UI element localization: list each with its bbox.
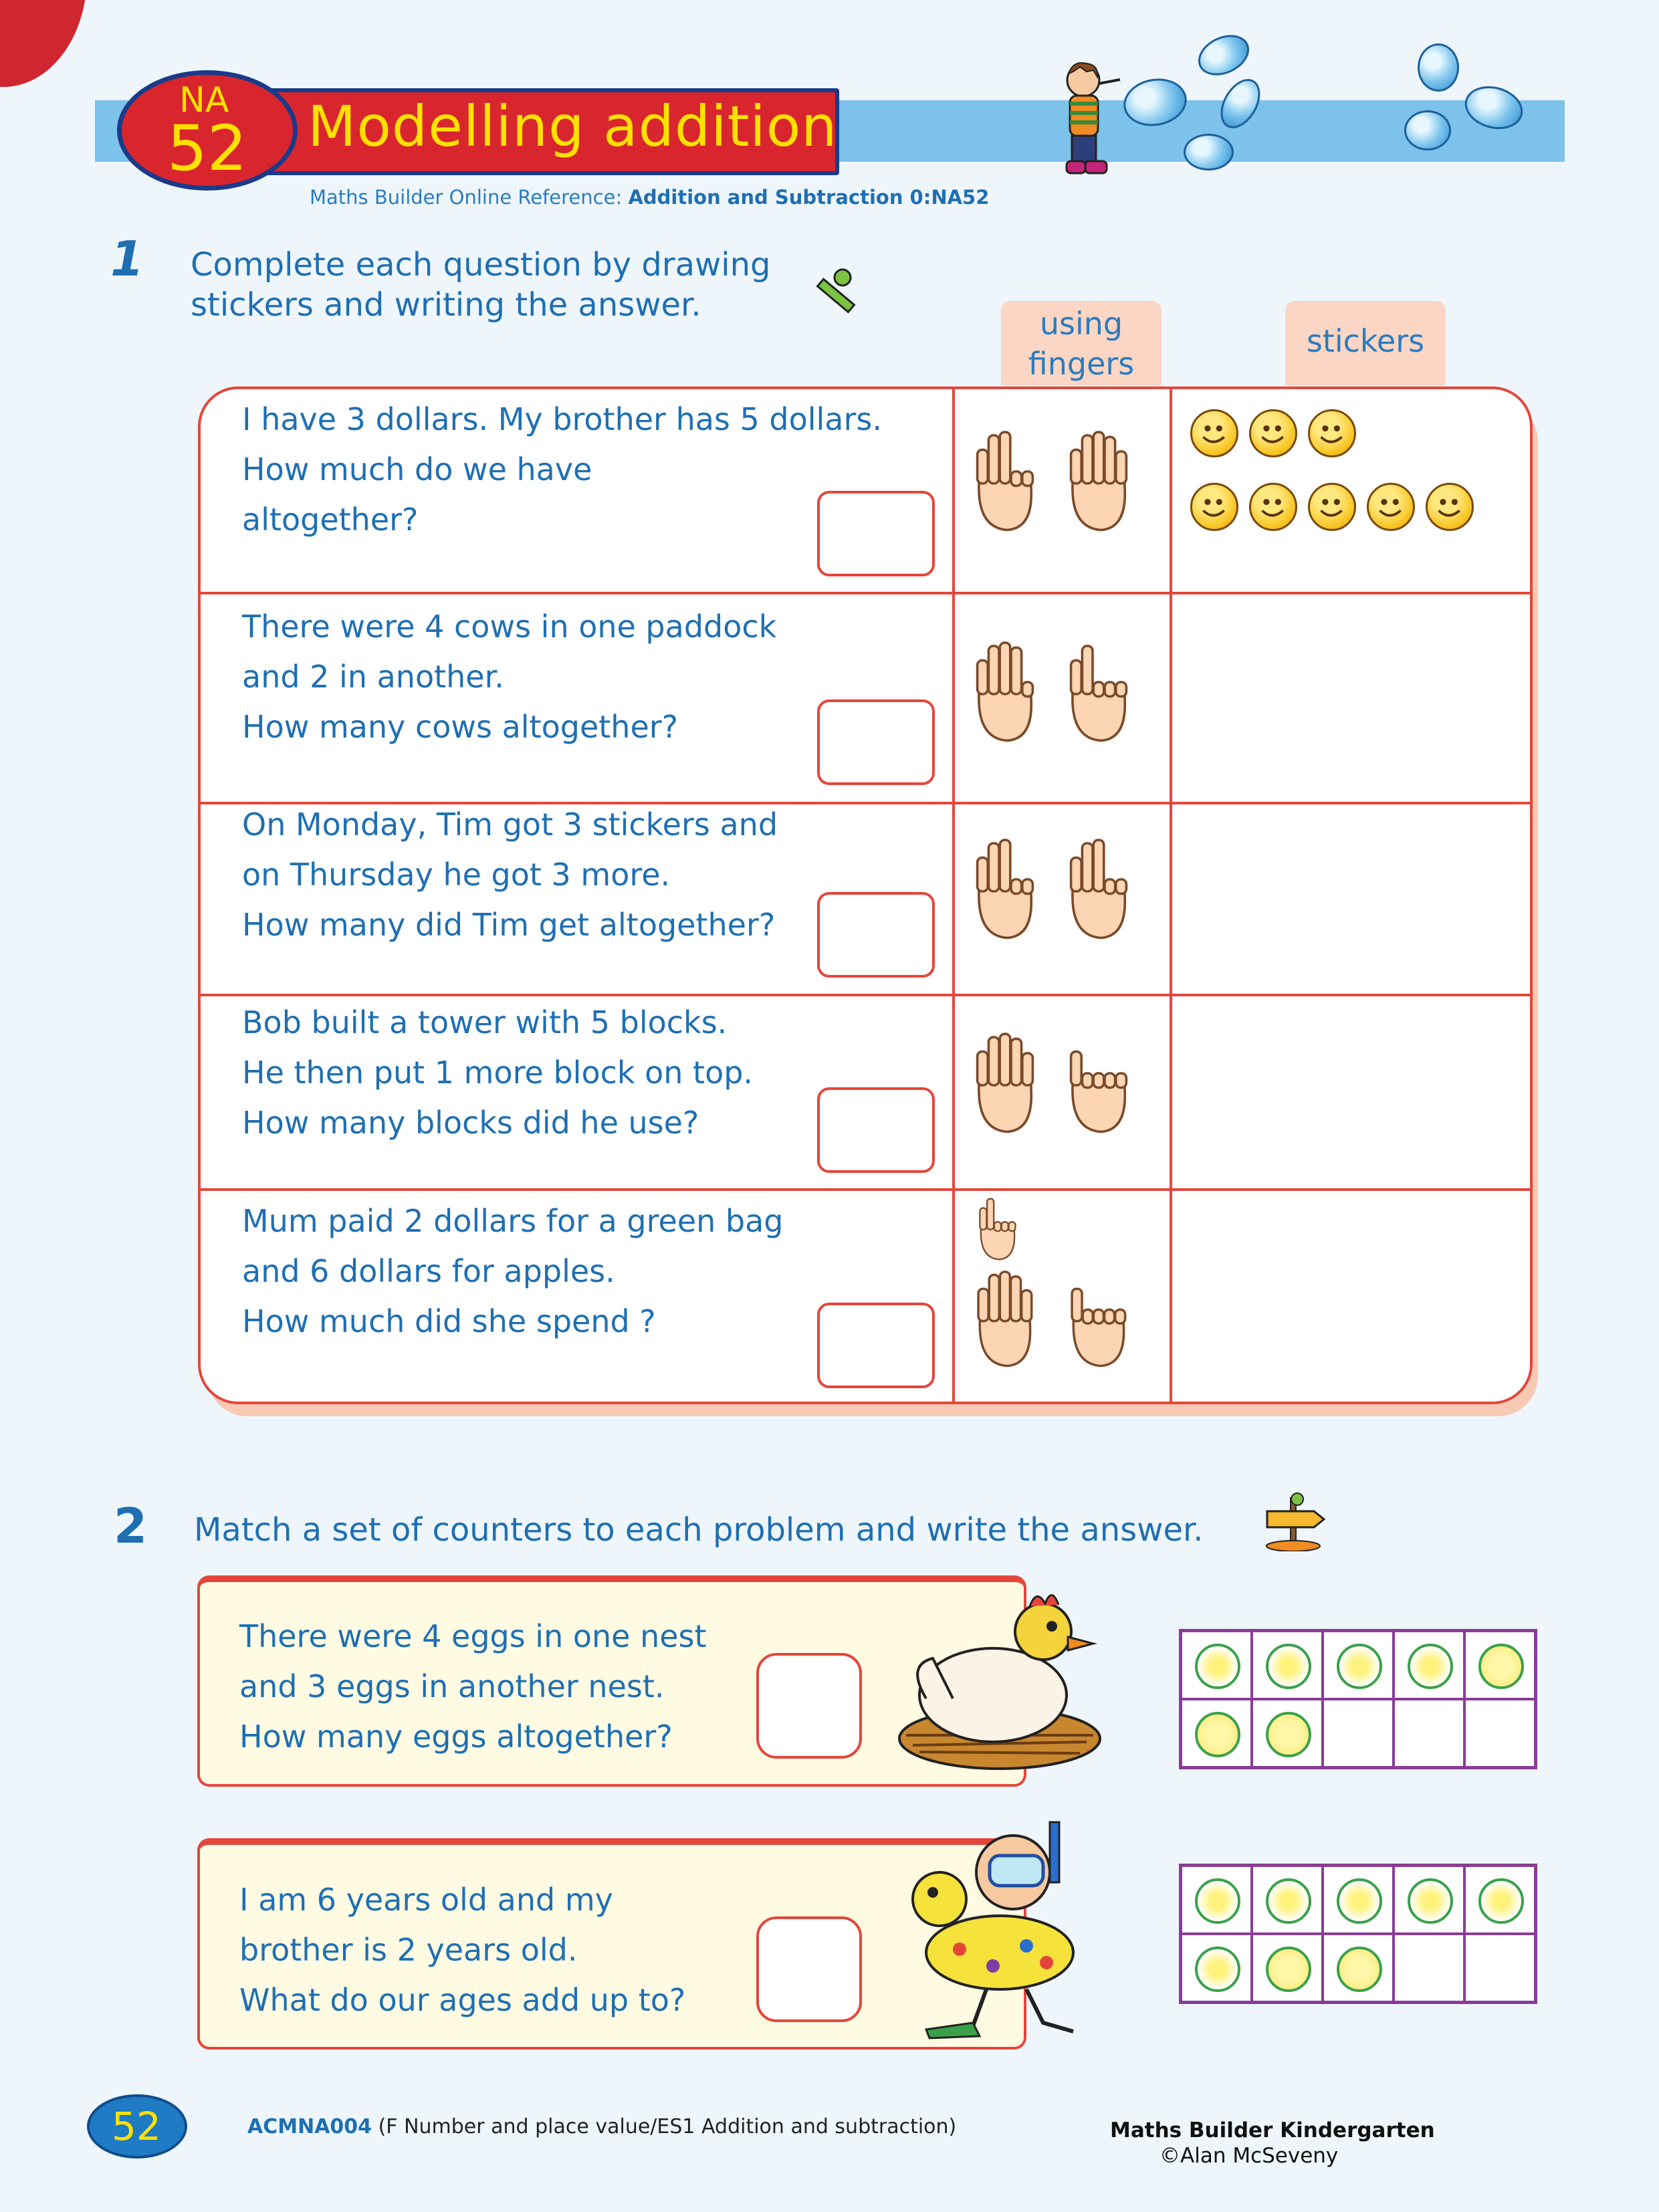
counter-icon <box>1408 1644 1453 1689</box>
counter-icon <box>1478 1878 1524 1924</box>
smiley-face-icon <box>1310 485 1354 529</box>
hen-on-nest-illustration <box>893 1585 1107 1779</box>
smiley-face-icon <box>1192 411 1236 455</box>
ten-frame-cell <box>1464 1866 1535 1934</box>
problem-line: brother is 2 years old. <box>239 1932 578 1968</box>
online-reference <box>310 186 989 209</box>
reference-prefix: Maths Builder Online Reference: <box>310 186 629 209</box>
hand-5-fingers-icon <box>963 1267 1043 1370</box>
table-row-question <box>242 998 753 1148</box>
table-row-question <box>242 800 778 950</box>
smiley-face-icon <box>1251 411 1295 455</box>
column-header-using-fingers <box>1001 301 1162 385</box>
smiley-face-icon <box>1369 485 1413 529</box>
ten-frame-cell <box>1394 1934 1464 2002</box>
ten-frame <box>1179 1864 1537 2004</box>
ten-frame-cell <box>1394 1866 1464 1934</box>
question-line: How much did she spend ? <box>242 1303 656 1339</box>
ten-frame-cell <box>1394 1631 1464 1699</box>
counter-icon <box>1266 1712 1311 1757</box>
ten-frame-cell <box>1394 1699 1464 1767</box>
column-divider <box>952 389 955 1404</box>
smiley-face-icon <box>1428 485 1472 529</box>
counter-icon <box>1266 1947 1311 1992</box>
ten-frame-cell <box>1323 1699 1394 1767</box>
smiley-face-icon <box>1310 411 1354 455</box>
hand-3-fingers-icon <box>1057 834 1137 944</box>
column-header-line: fingers <box>1028 346 1135 382</box>
problem-line: There were 4 eggs in one nest <box>239 1618 707 1654</box>
hand-5-fingers-icon <box>1057 426 1137 536</box>
counter-icon <box>1337 1878 1382 1924</box>
problem-line: I am 6 years old and my <box>239 1882 613 1918</box>
smiley-sticker-icon <box>1308 409 1356 457</box>
signpost-icon <box>1257 1491 1331 1551</box>
question-line: I have 3 dollars. My brother has 5 dollars. <box>242 401 882 437</box>
question-1-table <box>198 386 1533 1404</box>
row-divider <box>201 994 1533 996</box>
ten-frame-cell <box>1464 1699 1535 1767</box>
answer-box[interactable] <box>817 892 935 978</box>
answer-box[interactable] <box>817 699 935 785</box>
smiley-sticker-icon <box>1249 409 1297 457</box>
hand-3-fingers-icon <box>963 426 1043 536</box>
column-header-line: using <box>1039 306 1123 342</box>
problem-line: and 3 eggs in another nest. <box>239 1668 665 1704</box>
question-line: Bob built a tower with 5 blocks. <box>242 1004 728 1040</box>
page-title: Modelling addition <box>308 94 838 159</box>
ten-frame-cell <box>1464 1631 1535 1699</box>
smiley-face-icon <box>1192 485 1236 529</box>
question-line: How many blocks did he use? <box>242 1105 699 1141</box>
answer-box[interactable] <box>817 1087 935 1173</box>
curriculum-code <box>247 2115 956 2138</box>
instruction-line: Complete each question by drawing <box>191 246 771 284</box>
question-line: How much do we have <box>242 451 592 487</box>
counter-icon <box>1195 1947 1240 1992</box>
question-line: altogether? <box>242 502 419 538</box>
ten-frame-cell <box>1181 1699 1252 1767</box>
book-title: Maths Builder Kindergarten <box>1110 2118 1435 2142</box>
ten-frame-cell <box>1252 1631 1323 1699</box>
page-number: 52 <box>112 2104 161 2149</box>
curriculum-code-description: (F Number and place value/ES1 Addition and subtraction) <box>372 2115 957 2138</box>
counter-icon <box>1266 1878 1311 1924</box>
column-divider <box>1170 389 1172 1404</box>
ten-frame-cell <box>1323 1934 1394 2002</box>
smiley-sticker-icon <box>1367 483 1415 531</box>
table-row-question <box>242 395 882 545</box>
hand-2-fingers-icon <box>1057 637 1137 746</box>
hand-5-fingers-icon <box>963 1028 1043 1137</box>
column-header-stickers: stickers <box>1285 301 1446 385</box>
row-divider <box>201 1188 1533 1191</box>
question-line: He then put 1 more block on top. <box>242 1055 754 1091</box>
problem-text <box>239 1875 685 2025</box>
counter-icon <box>1195 1644 1240 1689</box>
ten-frame-cell <box>1181 1934 1252 2002</box>
ten-frame-cell <box>1181 1866 1252 1934</box>
counter-icon <box>1195 1712 1240 1757</box>
table-row-question <box>242 602 776 752</box>
counter-icon <box>1195 1878 1240 1924</box>
problem-line: What do our ages add up to? <box>239 1982 686 2018</box>
table-row-question <box>242 1196 784 1347</box>
bubble-icon <box>1184 134 1234 171</box>
smiley-sticker-icon <box>1190 483 1238 531</box>
question-line: How many cows altogether? <box>242 709 679 745</box>
answer-box[interactable] <box>756 1916 862 2022</box>
question-line: on Thursday he got 3 more. <box>242 857 671 893</box>
ten-frame <box>1179 1629 1537 1769</box>
smiley-sticker-icon <box>1426 483 1474 531</box>
hand-3-fingers-icon <box>963 834 1043 944</box>
ten-frame-cell <box>1323 1866 1394 1934</box>
question-line: On Monday, Tim got 3 stickers and <box>242 806 778 843</box>
question-line: There were 4 cows in one paddock <box>242 609 777 645</box>
ten-frame-cell <box>1181 1631 1252 1699</box>
badge-number: 52 <box>167 112 247 185</box>
answer-box[interactable] <box>817 491 935 576</box>
ten-frame-cell <box>1252 1866 1323 1934</box>
answer-box[interactable] <box>817 1303 935 1388</box>
instruction-line: stickers and writing the answer. <box>191 286 701 324</box>
counter-icon <box>1337 1644 1382 1689</box>
bubble-icon <box>1192 27 1256 84</box>
question-line: Mum paid 2 dollars for a green bag <box>242 1203 784 1239</box>
hand-1-fingers-icon <box>1057 1267 1137 1370</box>
corner-decoration <box>0 0 87 87</box>
row-divider <box>201 592 1533 594</box>
answer-box[interactable] <box>756 1653 862 1759</box>
ten-frame-cell <box>1464 1934 1535 2002</box>
question-number: 1 <box>110 231 144 287</box>
curriculum-code-id: ACMNA004 <box>247 2115 372 2138</box>
bubble-icon <box>1404 110 1451 150</box>
question-number: 2 <box>114 1498 148 1554</box>
ten-frame-cell <box>1323 1631 1394 1699</box>
smiley-sticker-icon <box>1190 409 1238 457</box>
smiley-sticker-icon <box>1308 483 1356 531</box>
counter-icon <box>1337 1947 1382 1992</box>
boy-blowing-bubbles-illustration <box>1046 57 1127 184</box>
ten-frame-cell <box>1252 1934 1323 2002</box>
bubble-icon <box>1418 43 1459 92</box>
ten-frame-cell <box>1252 1699 1323 1767</box>
hand-4-fingers-icon <box>963 637 1043 746</box>
smiley-sticker-icon <box>1249 483 1297 531</box>
pencil-icon <box>809 264 863 324</box>
counter-icon <box>1478 1644 1524 1689</box>
badge-code: NA <box>179 80 229 120</box>
question-line: How many did Tim get altogether? <box>242 907 776 943</box>
copyright-author: ©Alan McSeveny <box>1159 2144 1339 2168</box>
question-instruction: Match a set of counters to each problem and write the answer. <box>194 1511 1204 1549</box>
hand-1-fingers-icon <box>1057 1028 1137 1137</box>
question-line: and 2 in another. <box>242 659 504 695</box>
counter-icon <box>1266 1644 1311 1689</box>
problem-text <box>239 1612 707 1762</box>
boy-with-snorkel-illustration <box>899 1819 1100 2039</box>
question-line: and 6 dollars for apples. <box>242 1253 615 1289</box>
smiley-face-icon <box>1251 485 1295 529</box>
question-instruction <box>191 245 770 325</box>
hand-2-fingers-icon <box>963 1194 1030 1263</box>
problem-line: How many eggs altogether? <box>239 1719 673 1755</box>
reference-link[interactable]: Addition and Subtraction 0:NA52 <box>628 186 990 209</box>
counter-icon <box>1408 1878 1453 1924</box>
